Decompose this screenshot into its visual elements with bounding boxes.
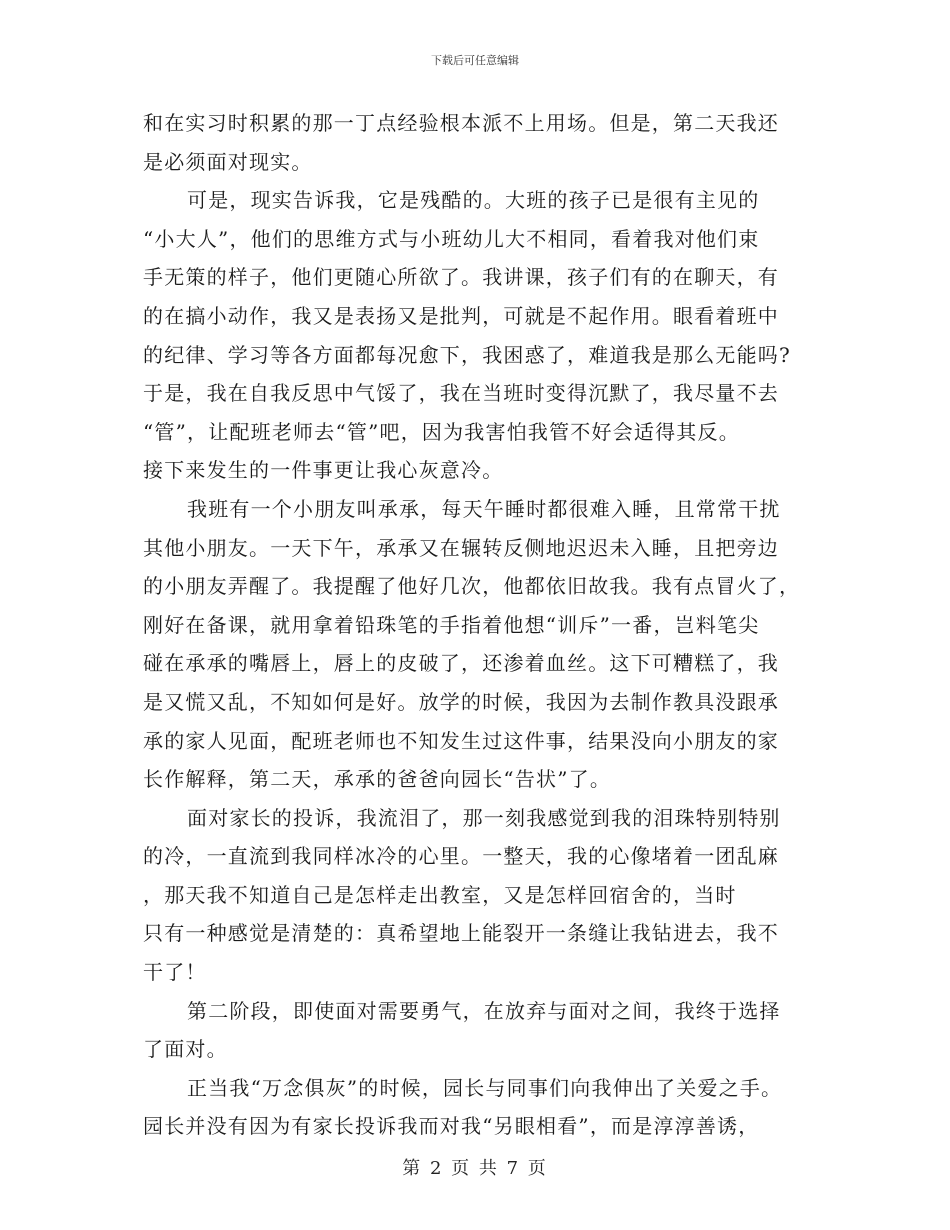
paragraph-line: 可是，现实告诉我，它是残酷的。大班的孩子已是很有主见的 (187, 188, 760, 213)
paragraph-line: 长作解释，第二天，承承的爸爸向园长“告状”了。 (143, 767, 612, 792)
page-number: 第 2 页 共 7 页 (402, 1158, 548, 1179)
paragraph-line: 于是，我在自我反思中气馁了，我在当班时变得沉默了，我尽量不去 (143, 381, 779, 406)
paragraph-line: 的在搞小动作，我又是表扬又是批判，可就是不起作用。眼看着班中 (143, 303, 779, 328)
paragraph-line: 了面对。 (143, 1037, 228, 1062)
paragraph-line: 刚好在备课，就用拿着铅珠笔的手指着他想“训斥”一番，岂料笔尖 (143, 612, 760, 637)
paragraph-line: 和在实习时积累的那一丁点经验根本派不上用场。但是，第二天我还 (143, 111, 779, 135)
paragraph-line: 干了！ (143, 960, 207, 985)
paragraph-line: 手无策的样子，他们更随心所欲了。我讲课，孩子们有的在聊天，有 (143, 265, 779, 290)
paragraph-line: 的冷，一直流到我同样冰冷的心里。一整天，我的心像堵着一团乱麻 (143, 844, 779, 869)
paragraph-line: 是又慌又乱，不知如何是好。放学的时候，我因为去制作教具没跟承 (143, 689, 779, 714)
paragraph-line: 的小朋友弄醒了。我提醒了他好几次，他都依旧故我。我有点冒火了， (143, 574, 801, 599)
paragraph-line: 是必须面对现实。 (143, 149, 313, 174)
paragraph-line: “管”，让配班老师去“管”吧，因为我害怕我管不好会适得其反。 (143, 419, 740, 444)
paragraph-line: 正当我“万念俱灰”的时候，园长与同事们向我伸出了关爱之手。 (187, 1075, 783, 1100)
paragraph-line: 碰在承承的嘴唇上，唇上的皮破了，还渗着血丝。这下可糟糕了，我 (143, 651, 779, 676)
paragraph-line: 园长并没有因为有家长投诉我而对我“另眼相看”，而是淳淳善诱， (143, 1114, 760, 1139)
page-header: 下载后可任意编辑 (431, 54, 519, 67)
paragraph-line: 只有一种感觉是清楚的：真希望地上能裂开一条缝让我钻进去，我不 (143, 921, 779, 946)
paragraph-line: 我班有一个小朋友叫承承，每天午睡时都很难入睡，且常常干扰 (187, 496, 781, 521)
paragraph-line: 第二阶段，即使面对需要勇气，在放弃与面对之间，我终于选择 (187, 998, 781, 1023)
paragraph-line: 接下来发生的一件事更让我心灰意冷。 (143, 458, 504, 483)
paragraph-line: 的纪律、学习等各方面都每况愈下，我困惑了，难道我是那么无能吗? (143, 342, 791, 367)
paragraph-line: 其他小朋友。一天下午，承承又在辗转反侧地迟迟未入睡，且把旁边 (143, 535, 779, 560)
document-body (143, 104, 813, 1146)
paragraph-line: ，那天我不知道自己是怎样走出教室，又是怎样回宿舍的，当时 (143, 882, 737, 907)
paragraph-line: 承的家人见面，配班老师也不知发生过这件事，结果没向小朋友的家 (143, 728, 779, 753)
paragraph-line: 面对家长的投诉，我流泪了，那一刻我感觉到我的泪珠特别特别 (187, 805, 781, 830)
paragraph-line: “小大人”，他们的思维方式与小班幼儿大不相同，看着我对他们束 (143, 226, 760, 251)
